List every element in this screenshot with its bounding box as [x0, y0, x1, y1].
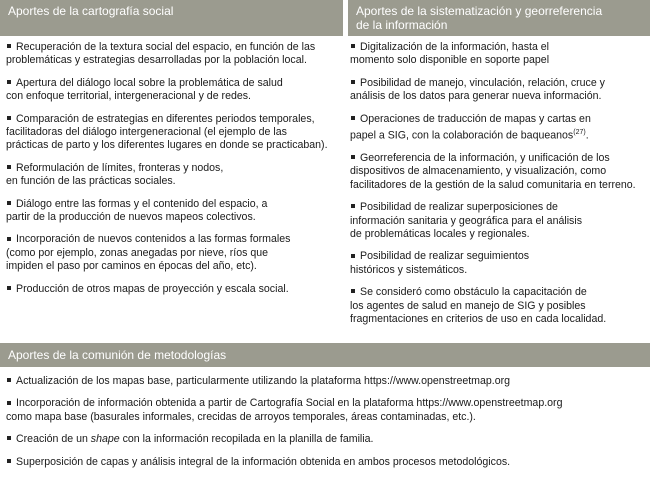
list-item — [350, 77, 650, 104]
list-item — [6, 113, 341, 153]
list-item-text: Comparación de estrategias en diferentes periodos temporales, — [6, 113, 341, 126]
square-bullet-icon — [7, 286, 11, 290]
square-bullet-icon — [351, 289, 355, 293]
list-item-text: Reformulación de límites, fronteras y nodos, — [6, 162, 341, 175]
list-item-text: Diálogo entre las formas y el contenido del espacio, a — [6, 198, 341, 211]
list-item-text: facilitadoras del diálogo intergeneracional (el ejemplo de las — [6, 126, 287, 139]
list-item — [350, 250, 650, 277]
list-item-text: problemáticas y estrategias desarrolladas por la población local. — [6, 54, 307, 67]
list-item-text: facilitadores de la gestión de la salud comunitaria en terreno. — [350, 178, 636, 191]
square-bullet-icon — [7, 201, 11, 205]
list-item — [350, 201, 650, 241]
list-item — [6, 162, 341, 189]
list-item — [6, 283, 341, 296]
square-bullet-icon — [351, 204, 355, 208]
square-bullet-icon — [7, 116, 11, 120]
list-item-text: impiden el paso por caminos en épocas del año, etc). — [6, 260, 257, 273]
header-line: Aportes de la comunión de metodologías — [8, 348, 227, 362]
list-item-text: Posibilidad de manejo, vinculación, relación, cruce y — [350, 77, 650, 90]
list-item-text: con enfoque territorial, intergeneracional y de redes. — [6, 90, 251, 103]
list-item-text: Georreferencia de la información, y unificación de los — [350, 152, 650, 165]
list-item — [6, 397, 646, 424]
square-bullet-icon — [351, 116, 355, 120]
list-item-text: Apertura del diálogo local sobre la problemática de salud — [6, 77, 341, 90]
list-item — [350, 41, 650, 68]
list-item — [6, 233, 341, 273]
square-bullet-icon — [7, 80, 11, 84]
list-item-text: Incorporación de información obtenida a partir de Cartografía Social en la plataforma https://www.openstreetmap.org — [6, 397, 646, 410]
square-bullet-icon — [7, 436, 11, 440]
list-item-text: análisis de los datos para generar nueva información. — [350, 90, 602, 103]
list-item — [6, 41, 341, 68]
italic-term: shape — [90, 433, 120, 446]
list-item — [350, 152, 650, 192]
list-item-text: momento solo disponible en soporte papel — [350, 54, 550, 67]
list-item-text: como mapa base (basurales informales, crecidas de arroyos temporales, áreas contaminadas, etc.). — [6, 410, 476, 423]
square-bullet-icon — [351, 254, 355, 258]
list-item-text: información sanitaria y geográfica para el análisis — [350, 214, 583, 227]
list-item — [6, 375, 646, 388]
list-item — [6, 198, 341, 225]
list-sistematizacion — [350, 41, 650, 335]
list-item-text: dispositivos de almacenamiento, y visualización, como — [350, 165, 607, 178]
square-bullet-icon — [7, 401, 11, 405]
list-item — [6, 77, 341, 104]
square-bullet-icon — [7, 378, 11, 382]
list-item-text: históricos y sistemáticos. — [350, 263, 468, 276]
square-bullet-icon — [351, 80, 355, 84]
list-item-text: los agentes de salud en manejo de SIG y posibles — [350, 299, 586, 312]
list-item-text: Producción de otros mapas de proyección y escala social. — [6, 283, 341, 296]
list-item-text: (como por ejemplo, zonas anegadas por nieve, ríos que — [6, 246, 269, 259]
header-sistematizacion — [348, 0, 650, 36]
header-cartografia-social — [0, 0, 343, 36]
square-bullet-icon — [7, 165, 11, 169]
list-item-text: Superposición de capas y análisis integral de la información obtenida en ambos procesos metodológicos. — [6, 456, 646, 469]
list-item-text: fragmentaciones en criterios de uso en cada localidad. — [350, 313, 607, 326]
list-item-text: Creación de un shape con la información recopilada en la planilla de familia. — [6, 433, 646, 446]
list-item — [6, 433, 646, 446]
list-item-text: Incorporación de nuevos contenidos a las formas formales — [6, 233, 341, 246]
list-item — [350, 113, 650, 143]
list-item-text: Se consideró como obstáculo la capacitación de — [350, 286, 650, 299]
list-item — [6, 456, 646, 469]
header-line: Aportes de la sistematización y georreferencia — [356, 4, 603, 18]
square-bullet-icon — [7, 459, 11, 463]
list-item — [350, 286, 650, 326]
list-item-text: Posibilidad de realizar seguimientos — [350, 250, 650, 263]
list-item-text: Digitalización de la información, hasta el — [350, 41, 650, 54]
list-item-text: Recuperación de la textura social del espacio, en función de las — [6, 41, 341, 54]
list-cartografia-social — [6, 41, 341, 305]
list-item-text: Posibilidad de realizar superposiciones de — [350, 201, 650, 214]
list-item-text: papel a SIG, con la colaboración de baqueanos$^{(27)}$. — [350, 129, 589, 142]
footnote-ref: (27) — [573, 129, 586, 137]
list-item-text: Operaciones de traducción de mapas y cartas en — [350, 113, 650, 126]
square-bullet-icon — [351, 155, 355, 159]
square-bullet-icon — [351, 44, 355, 48]
header-comunion-metodologias — [0, 343, 650, 367]
square-bullet-icon — [7, 237, 11, 241]
list-item-text: partir de la producción de nuevos mapeos colectivos. — [6, 211, 256, 224]
list-item-text: en función de las prácticas sociales. — [6, 175, 176, 188]
list-comunion-metodologias — [6, 375, 646, 478]
list-item-text: de problemáticas locales y regionales. — [350, 228, 530, 240]
header-line: Aportes de la cartografía social — [8, 4, 174, 18]
list-item-text: Actualización de los mapas base, particularmente utilizando la plataforma https://www.openstreetmap.org — [6, 375, 646, 388]
list-item-text: prácticas de parto y los diferentes lugares en donde se practicaban). — [6, 139, 328, 152]
header-line: de la información — [356, 18, 448, 32]
square-bullet-icon — [7, 44, 11, 48]
